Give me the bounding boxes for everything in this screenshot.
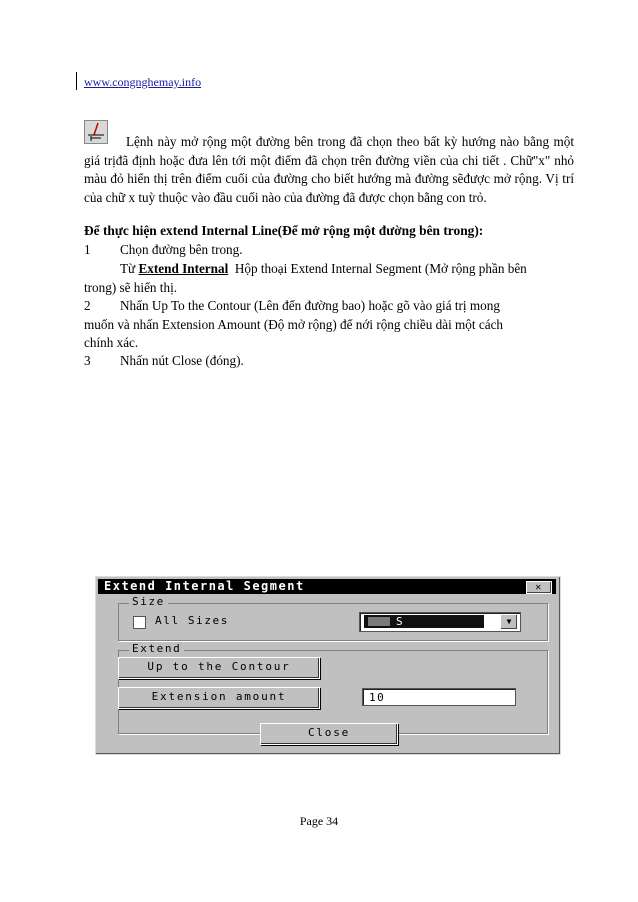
step-1-detail <box>84 260 574 297</box>
close-button[interactable]: Close <box>260 723 398 745</box>
intro-line-5: được chọn bằng con trỏ. <box>358 189 487 205</box>
size-swatch <box>368 617 390 626</box>
all-sizes-label: All Sizes <box>155 614 230 627</box>
step-2-line2: muốn và nhấn Extension Amount (Độ mở rộng) để nới rộng chiều dài một cách <box>84 316 504 332</box>
dialog-titlebar <box>98 579 556 594</box>
step-1-prefix: Từ <box>120 261 139 276</box>
extend-internal-segment-dialog <box>95 576 561 755</box>
step-1-number: 1 <box>84 242 91 257</box>
header-link[interactable]: www.congnghemay.info <box>84 75 202 89</box>
dialog-title: Extend Internal Segment <box>104 579 305 593</box>
step-3-text: Nhấn nút Close (đóng). <box>120 353 244 368</box>
size-select-value <box>364 615 484 628</box>
step-3 <box>84 352 574 371</box>
extension-amount-button[interactable]: Extension amount <box>118 687 320 709</box>
step-1-line2: trong) sẽ hiển thị. <box>84 279 178 295</box>
intro-line-4: đường sẽđược mở rộng. Vị trí của chữ x tuỳ thuộc vào đầu cuối nào của đường đã <box>84 171 574 205</box>
up-to-contour-button[interactable]: Up to the Contour <box>118 657 320 679</box>
step-3-number: 3 <box>84 353 91 368</box>
close-icon[interactable]: ✕ <box>526 581 552 594</box>
extension-amount-input[interactable]: 10 <box>362 688 516 706</box>
intro-line-3: tiết . Chữ"x" nhỏ màu đỏ hiển thị trên điểm cuối của đường cho biết hướng mà <box>84 152 575 187</box>
all-sizes-checkbox[interactable] <box>133 616 146 629</box>
step-1-rest: Hộp thoại Extend Internal Segment (Mở rộng phần bên <box>228 261 527 276</box>
section-heading: Để thực hiện extend Internal Line(Để mở rộng một đường bên trong): <box>84 223 484 238</box>
chevron-down-icon[interactable]: ▼ <box>500 614 518 630</box>
step-1-text: Chọn đường bên trong. <box>120 242 243 257</box>
page-number: Page 34 <box>299 814 339 828</box>
step-1 <box>84 241 574 260</box>
extend-internal-command: Extend Internal <box>138 261 229 276</box>
intro-line-2: bằng một giá trịđã định hoặc đưa lên tới một điểm đã chọn trên đường viền của chi <box>84 134 574 168</box>
size-group-label: Size <box>129 596 168 608</box>
size-value: S <box>396 615 403 628</box>
step-2-line3: chính xác. <box>84 335 139 351</box>
intro-line-1: Lệnh này mở rộng một đường bên trong đã chọn theo bất kỳ hướng nào <box>126 134 520 149</box>
intro-paragraph <box>84 133 574 207</box>
size-group <box>118 595 548 641</box>
header-rule <box>76 72 77 90</box>
size-select[interactable] <box>359 612 521 632</box>
step-2 <box>84 297 574 353</box>
extend-group-label: Extend <box>129 643 184 655</box>
step-2-line1: Nhấn Up To the Contour (Lên đến đường bao) hoặc gõ vào giá trị mong <box>120 298 500 313</box>
step-2-number: 2 <box>84 298 91 313</box>
